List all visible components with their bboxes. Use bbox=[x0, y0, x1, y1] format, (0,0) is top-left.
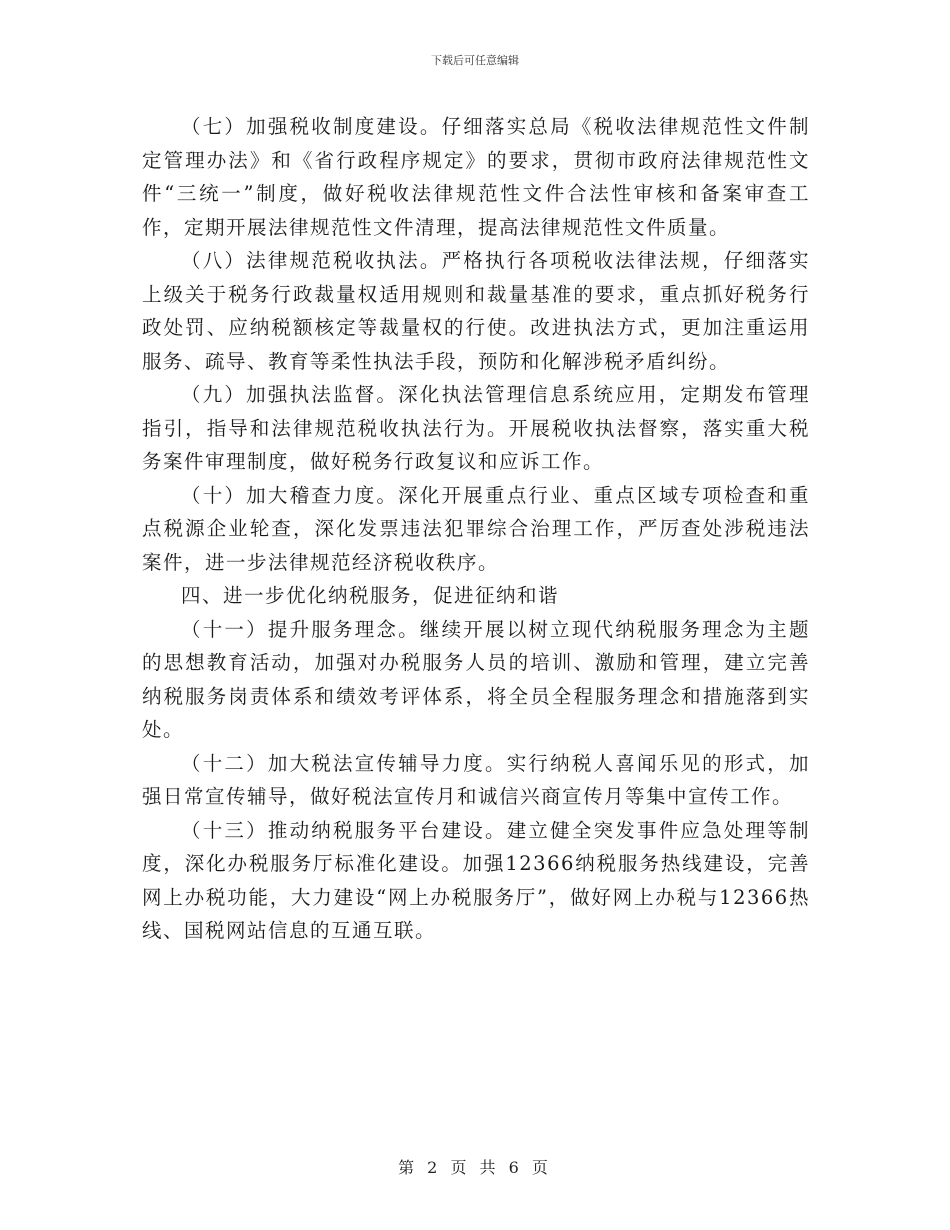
paragraph-11: （十一）提升服务理念。继续开展以树立现代纳税服务理念为主题的思想教育活动，加强对办税服务人员的培训、激励和管理，建立完善纳税服务岗责体系和绩效考评体系，将全员全程服务理念和措施落到实处。 bbox=[142, 617, 810, 741]
paragraph-13: （十三）推动纳税服务平台建设。建立健全突发事件应急处理等制度，深化办税服务厅标准化建设。加强12366纳税服务热线建设，完善网上办税功能，大力建设“网上办税服务厅”，做好网上办税与12366热线、国税网站信息的互通互联。 bbox=[142, 818, 810, 942]
paragraph-9: （九）加强执法监督。深化执法管理信息系统应用，定期发布管理指引，指导和法律规范税收执法行为。开展税收执法督察，落实重大税务案件审理制度，做好税务行政复议和应诉工作。 bbox=[142, 383, 810, 473]
page-number-footer: 第 2 页 共 6 页 bbox=[398, 1158, 552, 1177]
section-heading-4: 四、进一步优化纳税服务，促进征纳和谐 bbox=[181, 584, 560, 607]
page-header: 下载后可任意编辑 bbox=[431, 54, 519, 67]
paragraph-10: （十）加大稽查力度。深化开展重点行业、重点区域专项检查和重点税源企业轮查，深化发票违法犯罪综合治理工作，严厉查处涉税违法案件，进一步法律规范经济税收秩序。 bbox=[142, 483, 810, 574]
paragraph-8: （八）法律规范税收执法。严格执行各项税收法律法规，仔细落实上级关于税务行政裁量权适用规则和裁量基准的要求，重点抓好税务行政处罚、应纳税额核定等裁量权的行使。改进执法方式，更加注重运用服务、疏导、教育等柔性执法手段，预防和化解涉税矛盾纠纷。 bbox=[142, 249, 810, 373]
document-body bbox=[142, 110, 810, 948]
paragraph-7: （七）加强税收制度建设。仔细落实总局《税收法律规范性文件制定管理办法》和《省行政程序规定》的要求，贯彻市政府法律规范性文件“三统一”制度，做好税收法律规范性文件合法性审核和备案审查工作，定期开展法律规范性文件清理，提高法律规范性文件质量。 bbox=[142, 115, 810, 239]
paragraph-12: （十二）加大税法宣传辅导力度。实行纳税人喜闻乐见的形式，加强日常宣传辅导，做好税法宣传月和诚信兴商宣传月等集中宣传工作。 bbox=[142, 751, 810, 808]
